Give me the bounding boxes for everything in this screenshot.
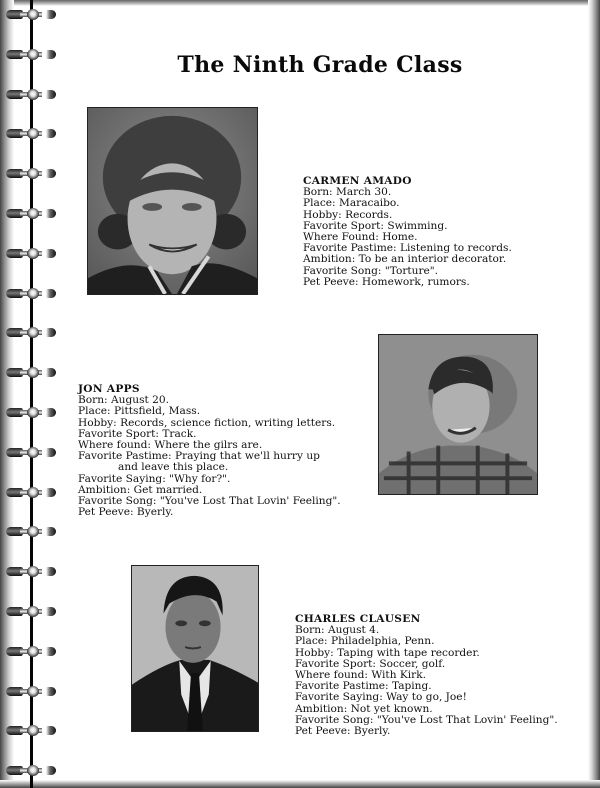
bio-line: Favorite Song: "You've Lost That Lovin' Feeling". (78, 495, 341, 508)
student-name: JON APPS (78, 383, 140, 395)
bio-line: Pet Peeve: Byerly. (295, 725, 391, 738)
spiral-ring (6, 765, 58, 777)
spiral-ring (6, 367, 58, 379)
spiral-ring (6, 686, 58, 698)
portrait-image (88, 108, 257, 294)
spiral-binding-wire (30, 0, 33, 788)
bio-line: Place: Pittsfield, Mass. (78, 405, 201, 418)
bio-line: Born: August 20. (78, 394, 169, 407)
bio-line: Born: August 4. (295, 624, 380, 637)
bio-line: Favorite Sport: Soccer, golf. (295, 657, 446, 670)
bio-line: Favorite Song: "Torture". (303, 264, 439, 277)
bio-line: Ambition: Not yet known. (295, 702, 433, 715)
portrait-photo-jon-apps (378, 334, 538, 495)
bio-line: Place: Philadelphia, Penn. (295, 635, 435, 648)
spiral-ring (6, 9, 58, 21)
spiral-ring (6, 526, 58, 538)
spiral-ring (6, 725, 58, 737)
page-shadow-bottom (0, 780, 600, 788)
bio-line: Favorite Saying: "Why for?". (78, 472, 231, 485)
spiral-ring (6, 89, 58, 101)
spiral-ring (6, 168, 58, 180)
bio-line: Pet Peeve: Byerly. (78, 506, 174, 519)
portrait-photo-carmen-amado (87, 107, 258, 295)
spiral-ring (6, 646, 58, 658)
bio-line: Where found: Where the gilrs are. (78, 439, 263, 452)
student-bio-charles-clausen (295, 614, 558, 737)
bio-line: and leave this place. (118, 461, 229, 474)
bio-line: Favorite Sport: Swimming. (303, 219, 448, 232)
spiral-ring (6, 566, 58, 578)
bio-line: Ambition: To be an interior decorator. (303, 253, 507, 266)
bio-line: Where Found: Home. (303, 231, 418, 244)
spiral-ring (6, 288, 58, 300)
bio-line: Favorite Pastime: Praying that we'll hurry up (78, 450, 320, 463)
spiral-ring (6, 447, 58, 459)
page-title: The Ninth Grade Class (177, 52, 463, 78)
student-name: CARMEN AMADO (303, 175, 412, 187)
bio-line: Born: March 30. (303, 186, 392, 199)
bio-line: Place: Maracaibo. (303, 197, 400, 210)
spiral-ring (6, 128, 58, 140)
bio-line: Favorite Pastime: Taping. (295, 680, 432, 693)
page-shadow-top (0, 0, 600, 6)
bio-line: Hobby: Records. (303, 208, 393, 221)
portrait-image (132, 566, 258, 731)
student-bio-carmen-amado (303, 176, 512, 288)
spiral-ring (6, 327, 58, 339)
page-shadow-left (0, 0, 14, 788)
student-bio-jon-apps (78, 384, 341, 518)
spiral-ring (6, 487, 58, 499)
spiral-ring (6, 49, 58, 61)
bio-line: Favorite Song: "You've Lost That Lovin' Feeling". (295, 713, 558, 726)
bio-line: Where found: With Kirk. (295, 669, 427, 682)
bio-line: Hobby: Records, science fiction, writing letters. (78, 416, 336, 429)
bio-line: Favorite Pastime: Listening to records. (303, 242, 512, 255)
bio-line: Pet Peeve: Homework, rumors. (303, 275, 470, 288)
bio-line: Hobby: Taping with tape recorder. (295, 646, 480, 659)
student-name: CHARLES CLAUSEN (295, 613, 421, 625)
spiral-ring (6, 606, 58, 618)
portrait-photo-charles-clausen (131, 565, 259, 732)
bio-line: Favorite Sport: Track. (78, 427, 197, 440)
bio-line: Ambition: Get married. (78, 483, 203, 496)
spiral-ring (6, 208, 58, 220)
spiral-ring (6, 248, 58, 260)
portrait-image (379, 335, 537, 494)
spiral-ring (6, 407, 58, 419)
page-shadow-right (588, 0, 600, 788)
bio-line: Favorite Saying: Way to go, Joe! (295, 691, 467, 704)
